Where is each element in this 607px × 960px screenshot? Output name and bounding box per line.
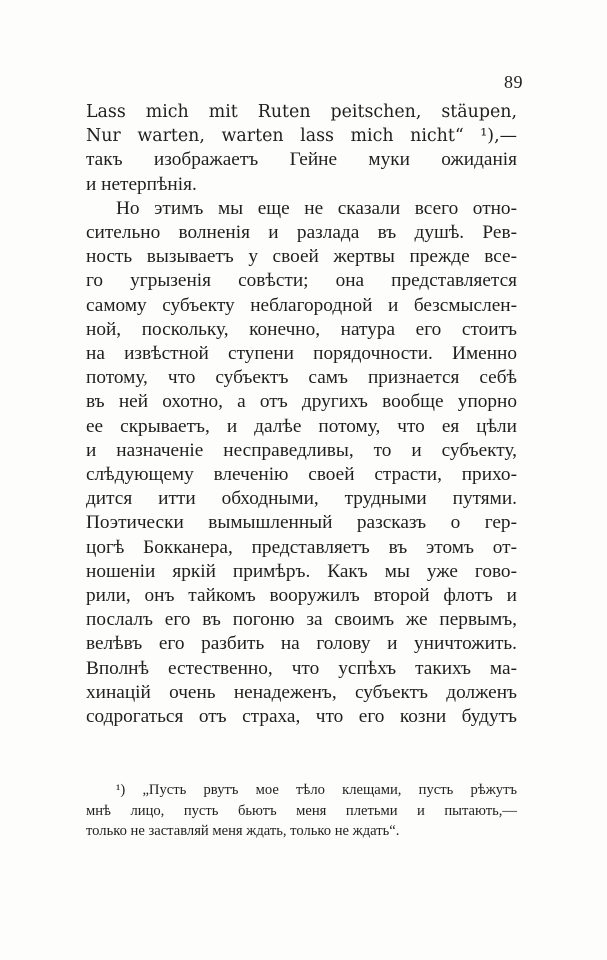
text-line: въ ней охотно, а отъ другихъ вообще упорно: [86, 391, 517, 413]
text-line: ее скрываетъ, и далѣе потому, что ея цѣли: [86, 415, 517, 437]
text-line: Lass mich mit Ruten peitschen, stäupen,: [86, 102, 517, 122]
text-line: Но этимъ мы еще не сказали всего отно-: [116, 197, 517, 219]
body-text: [86, 100, 517, 729]
text-line: и назначеніе несправедливы, то и субъекту,: [86, 439, 517, 461]
footnote-line: только не заставляй меня ждать, только не ждать“.: [86, 823, 400, 840]
text-line: Nur warten, warten lass mich nicht“ ¹),—: [86, 126, 517, 147]
text-line: рили, онъ тайкомъ вооружилъ второй флотъ и: [86, 585, 517, 607]
text-line: слѣдующему влеченію своей страсти, прихо-: [86, 464, 517, 486]
text-line: велѣвъ его разбить на голову и уничтожить.: [86, 633, 517, 655]
text-line: дится итти обходными, трудными путями.: [86, 488, 517, 510]
text-line: хинацій очень ненадеженъ, субъектъ долженъ: [86, 681, 517, 703]
footnote-line: мнѣ лицо, пусть бьютъ меня плетьми и пытають,—: [86, 802, 517, 819]
text-line: потому, что субъектъ самъ признается себѣ: [86, 367, 517, 389]
text-line: содрогаться отъ страха, что его козни будутъ: [86, 706, 517, 728]
text-line: цогѣ Бокканера, представляетъ въ этомъ от-: [86, 536, 517, 558]
page-number: 89: [504, 72, 523, 92]
text-line: Вполнѣ естественно, что успѣхъ такихъ ма-: [86, 657, 517, 679]
text-line: сительно волненія и разлада въ душѣ. Рев-: [86, 222, 517, 244]
text-line: ной, поскольку, конечно, натура его стоитъ: [86, 318, 517, 340]
text-line: Поэтически вымышленный разсказъ о гер-: [86, 512, 517, 534]
text-line: такъ изображаетъ Гейне муки ожиданія: [86, 149, 517, 171]
text-line: на извѣстной ступени порядочности. Именно: [86, 343, 517, 365]
text-line: ность вызываетъ у своей жертвы прежде все-: [86, 246, 517, 268]
text-line: ношеніи яркій примѣръ. Какъ мы уже гово-: [86, 560, 517, 582]
text-line: самому субъекту неблагородной и безсмыслен-: [86, 294, 517, 316]
text-line: го угрызенія совѣсти; она представляется: [86, 270, 517, 292]
text-line: послалъ его въ погоню за своимъ же первымъ,: [86, 609, 517, 631]
text-line: и нетерпѣнія.: [86, 173, 197, 195]
footnote-line: ¹) „Пусть рвутъ мое тѣло клещами, пусть рѣжутъ: [116, 782, 517, 798]
footnote: [86, 780, 517, 842]
